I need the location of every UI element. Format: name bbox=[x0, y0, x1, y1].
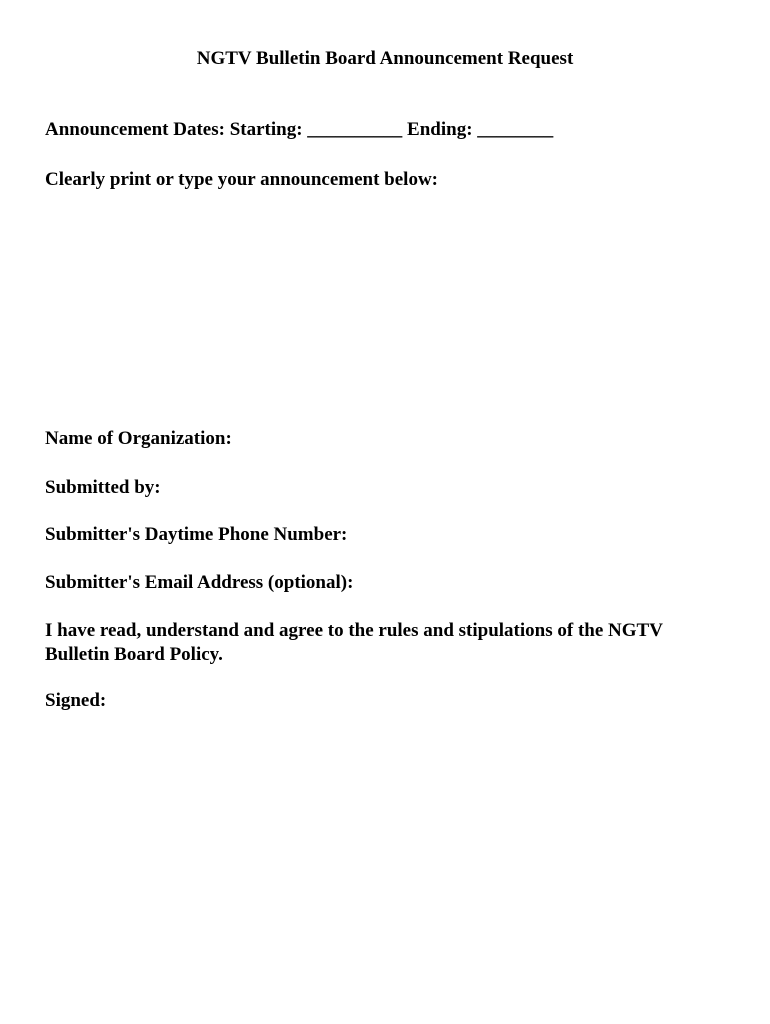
announcement-instruction: Clearly print or type your announcement below: bbox=[45, 169, 439, 190]
announcement-writing-area[interactable] bbox=[45, 205, 725, 415]
phone-label: Submitter's Daytime Phone Number: bbox=[45, 524, 348, 545]
organization-label: Name of Organization: bbox=[45, 428, 232, 449]
announcement-dates-line: Announcement Dates: Starting: __________ Ending: ________ bbox=[45, 119, 554, 140]
agreement-statement: I have read, understand and agree to the rules and stipulations of the NGTV Bulletin Board Policy. bbox=[45, 620, 663, 665]
signed-label: Signed: bbox=[45, 690, 107, 711]
submitted-by-label: Submitted by: bbox=[45, 477, 161, 498]
email-label: Submitter's Email Address (optional): bbox=[45, 572, 354, 593]
form-title: NGTV Bulletin Board Announcement Request bbox=[196, 48, 574, 69]
